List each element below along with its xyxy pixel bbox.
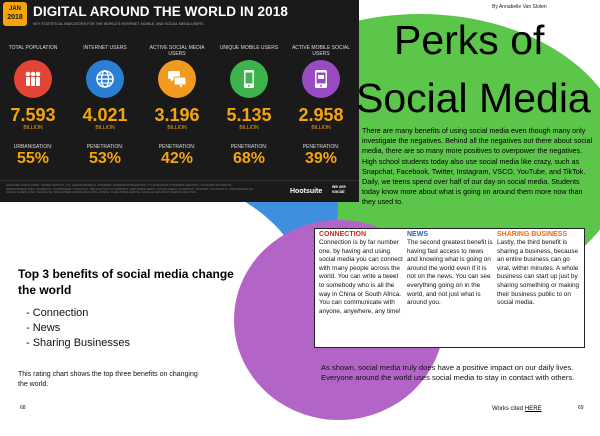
stat-mobile-users: UNIQUE MOBILE USERS 5.135 BILLION PENETRATION: 68% [219, 45, 279, 167]
page-title-line-1: Perks of [394, 17, 545, 63]
infographic-subtitle: KEY STATISTICAL INDICATORS FOR THE WORLD'S INTERNET, MOBILE, AND SOCIAL MEDIA USERS [33, 22, 204, 26]
list-item: - Connection [26, 307, 89, 319]
list-item: - Sharing Businesses [26, 337, 130, 349]
stat-internet-users: INTERNET USERS 4.021 BILLION PENETRATION: 53% [82, 45, 128, 167]
digital-infographic [0, 0, 359, 202]
column-sharing-business: SHARING BUSINESS Lastly, the third benefit is sharing a business, because an entire business can go viral, within minutes. A whole business can start up just by sharing something or making their business public to on social media. [497, 231, 580, 307]
we-are-social-logo: we are social [332, 184, 346, 194]
stat-social-media-users: ACTIVE SOCIAL MEDIA USERS 3.196 BILLION PENETRATION: 42% [149, 45, 205, 167]
page-number-right: 69 [578, 405, 584, 411]
chart-note: This rating chart shows the top three benefits on changing the world. [18, 371, 198, 388]
byline: By Annabelle Van Sloten [492, 4, 547, 10]
column-news: NEWS The second greatest benefit is having fast access to news and knowing what is going on around the world even if it is not on the news. You can see everything going on in the world, and not just what is around you. [407, 231, 493, 307]
infographic-sources: SOURCES: POPULATION: UNITED NATIONS; U.S. CENSUS BUREAU. INTERNET: INTERNETWORLDSTATS; ITU; EUROSTAT; INTERNETLIVESTATS; CIA WORLD FACTBOOK; MIDEASTMEDIA.ORG; FACEBOOK; GOVERNMENT OFFICIALS; REGULATORY AUTHORITIES; REPUTABLE MEDIA. SOCIAL MEDIA: FACEBOOK; TENCENT; VKONTAKTE; LIVEINTERNET.RU; KAKAO; NAVER; DING; TECHRASA; SIMILARWEB; KEPIOS ANALYSIS. MOBILE: GSMA INTELLIGENCE; GOOGLE; ERICSSON; KEPIOS ANALYSIS. [6, 183, 254, 195]
chat-icon [158, 60, 196, 98]
page-number-left: 68 [20, 405, 26, 411]
people-icon [14, 60, 52, 98]
infographic-title: DIGITAL AROUND THE WORLD IN 2018 [33, 4, 288, 19]
globe-icon [86, 60, 124, 98]
benefits-list [26, 306, 130, 351]
date-badge: JAN 2018 [3, 2, 27, 26]
page-title-line-2: Social Media [356, 75, 591, 121]
closing-paragraph: As shown, social media truly does have a positive impact on our daily lives. Everyone around the world uses social media to stay in contact with others. [321, 363, 575, 383]
benefits-title: Top 3 benefits of social media change the world [18, 267, 234, 297]
hootsuite-logo: Hootsuite [290, 188, 323, 195]
benefits-columns [314, 228, 585, 348]
phone-icon [230, 60, 268, 98]
infographic-footer [0, 180, 359, 202]
list-item: - News [26, 322, 61, 334]
intro-paragraph: There are many benefits of using social media even though many only investigate the negatives. Behind all the negatives out there about social media, there are so many more positives to overpower the negatives. High school students today also use social media like crazy, such as Snapchat, Facebook, Twitter, Instagram, VSCO, YouTube, and TikTok. Daily, we teens spend over half of our day on social media. Students today know more about what is going on around them more now than they used to. [362, 126, 593, 207]
stat-mobile-social-users: ACTIVE MOBILE SOCIAL USERS 2.958 BILLION PENETRATION: 39% [291, 45, 351, 167]
stat-total-population: TOTAL POPULATION 7.593 BILLION URBANISATION: 55% [8, 45, 58, 167]
works-cited-link[interactable]: HERE [524, 406, 542, 412]
works-cited: Works cited HERE [492, 406, 542, 412]
mobile-chat-icon [302, 60, 340, 98]
column-connection: CONNECTION Connection is by far number one. by having and using social media you can connect with many people across the world. You can write a tweet to somebody who is all the way in China or South Africa. You can communicate with anyone, anywhere, any time! [319, 231, 403, 315]
